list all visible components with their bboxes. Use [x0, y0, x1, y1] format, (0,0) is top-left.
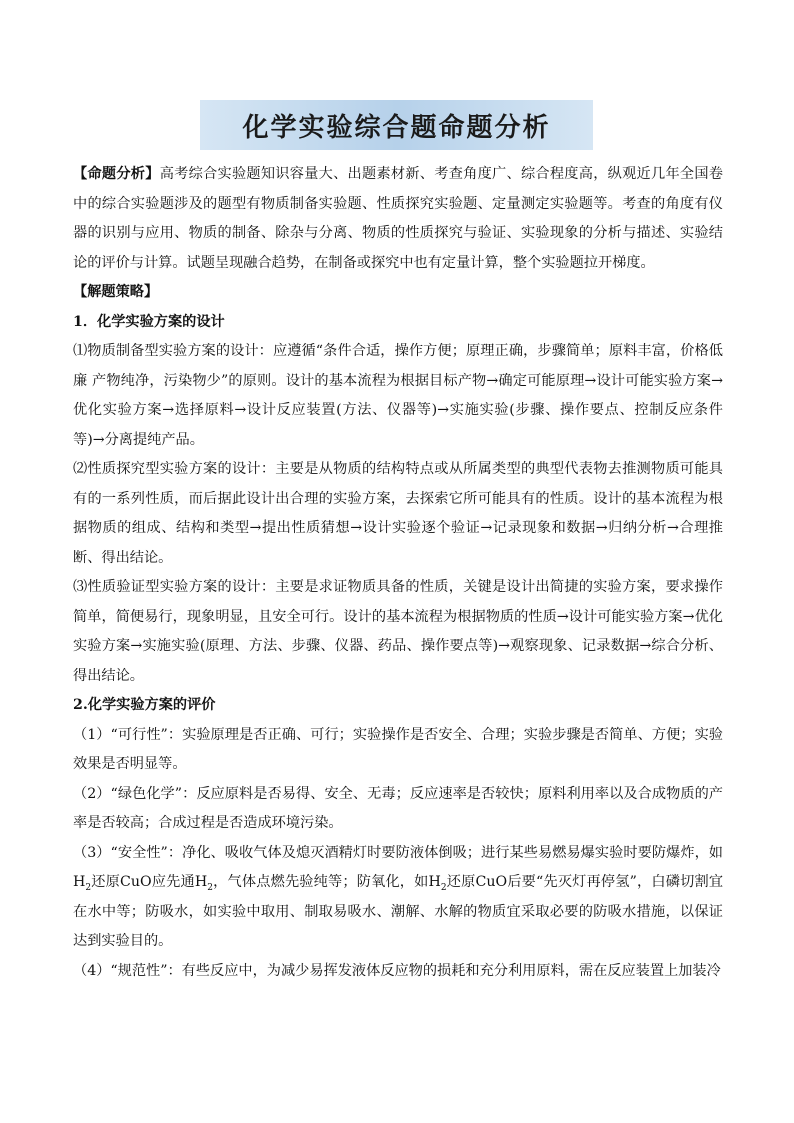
section1-heading: 1．化学实验方案的设计 — [73, 313, 225, 330]
section2-item-3 — [73, 839, 723, 957]
page-title: 化学实验综合题命题分析 — [242, 112, 551, 143]
title-banner — [200, 100, 593, 150]
item3-part-a: （3）“安全性”：净化、吸收气体及熄灭酒精灯时要防液体倒吸；进行某些易燃易爆实验时要防爆炸，如H — [73, 844, 723, 890]
item3-part-c: ，气体点燃先验纯等；防氧化，如H — [212, 874, 441, 890]
section2-item-1: （1）“可行性”：实验原理是否正确、可行；实验操作是否安全、合理；实验步骤是否简单、方便；实验效果是否明显等。 — [73, 726, 723, 772]
item3-part-d: 还原CuO后要“先灭灯再停氢”，白磷切割宜在水中等；防吸水，如实验中取用、制取易吸水、潮解、水解的物质宜采取必要的防吸水措施，以保证达到实验目的。 — [73, 874, 724, 949]
item3-part-b: 还原CuO应先通H — [91, 874, 208, 890]
section2-item-4: （4）“规范性”：有些反应中，为减少易挥发液体反应物的损耗和充分利用原料，需在反应装置上加装冷 — [73, 962, 721, 979]
subscript: 2 — [85, 882, 92, 893]
subscript: 2 — [207, 882, 213, 893]
section2-heading: 2.化学实验方案的评价 — [73, 697, 216, 713]
section1-item-1: ⑴物质制备型实验方案的设计：应遵循“条件合适，操作方便；原理正确，步骤简单；原料丰富，价格低廉 产物纯净，污染物少”的原则。设计的基本流程为根据目标产物→确定可能原理→设计可能实验方案→优化实验方案→选择原料→设计反应装置(方法、仪器等)→实施实验(步骤、操作要点、控制反应条件等)→分离提纯产品。 — [73, 343, 723, 448]
section2-item-2: （2）“绿色化学”：反应原料是否易得、安全、无毒；反应速率是否较快；原料利用率以及合成物质的产率是否较高；合成过程是否造成环境污染。 — [73, 785, 723, 831]
analysis-text: 高考综合实验题知识容量大、出题素材新、考查角度广、综合程度高，纵观近几年全国卷中的综合实验题涉及的题型有物质制备实验题、性质探究实验题、定量测定实验题等。考查的角度有仪器的识别与应用、物质的制备、除杂与分离、物质的性质探究与验证、实验现象的分析与描述、实验结论的评价与计算。试题呈现融合趋势，在制备或探究中也有定量计算，整个实验题拉开梯度。 — [73, 166, 723, 271]
subscript: 2 — [440, 882, 447, 893]
strategy-label: 【解题策略】 — [73, 284, 159, 300]
analysis-paragraph — [73, 160, 723, 278]
section1-item-2: ⑵性质探究型实验方案的设计：主要是从物质的结构特点或从所属类型的典型代表物去推测物质可能具有的一系列性质，而后据此设计出合理的实验方案，去探索它所可能具有的性质。设计的基本流程为根据物质的组成、结构和类型→提出性质猜想→设计实验逐个验证→记录现象和数据→归纳分析→合理推断、得出结论。 — [73, 461, 723, 566]
analysis-label: 【命题分析】 — [73, 166, 160, 182]
document-body — [73, 160, 723, 986]
section1-item-3: ⑶性质验证型实验方案的设计：主要是求证物质具备的性质，关键是设计出简捷的实验方案，要求操作简单，简便易行，现象明显，且安全可行。设计的基本流程为根据物质的性质→设计可能实验方案→优化实验方案→实施实验(原理、方法、步骤、仪器、药品、操作要点等)→观察现象、记录数据→综合分析、得出结论。 — [73, 579, 723, 684]
